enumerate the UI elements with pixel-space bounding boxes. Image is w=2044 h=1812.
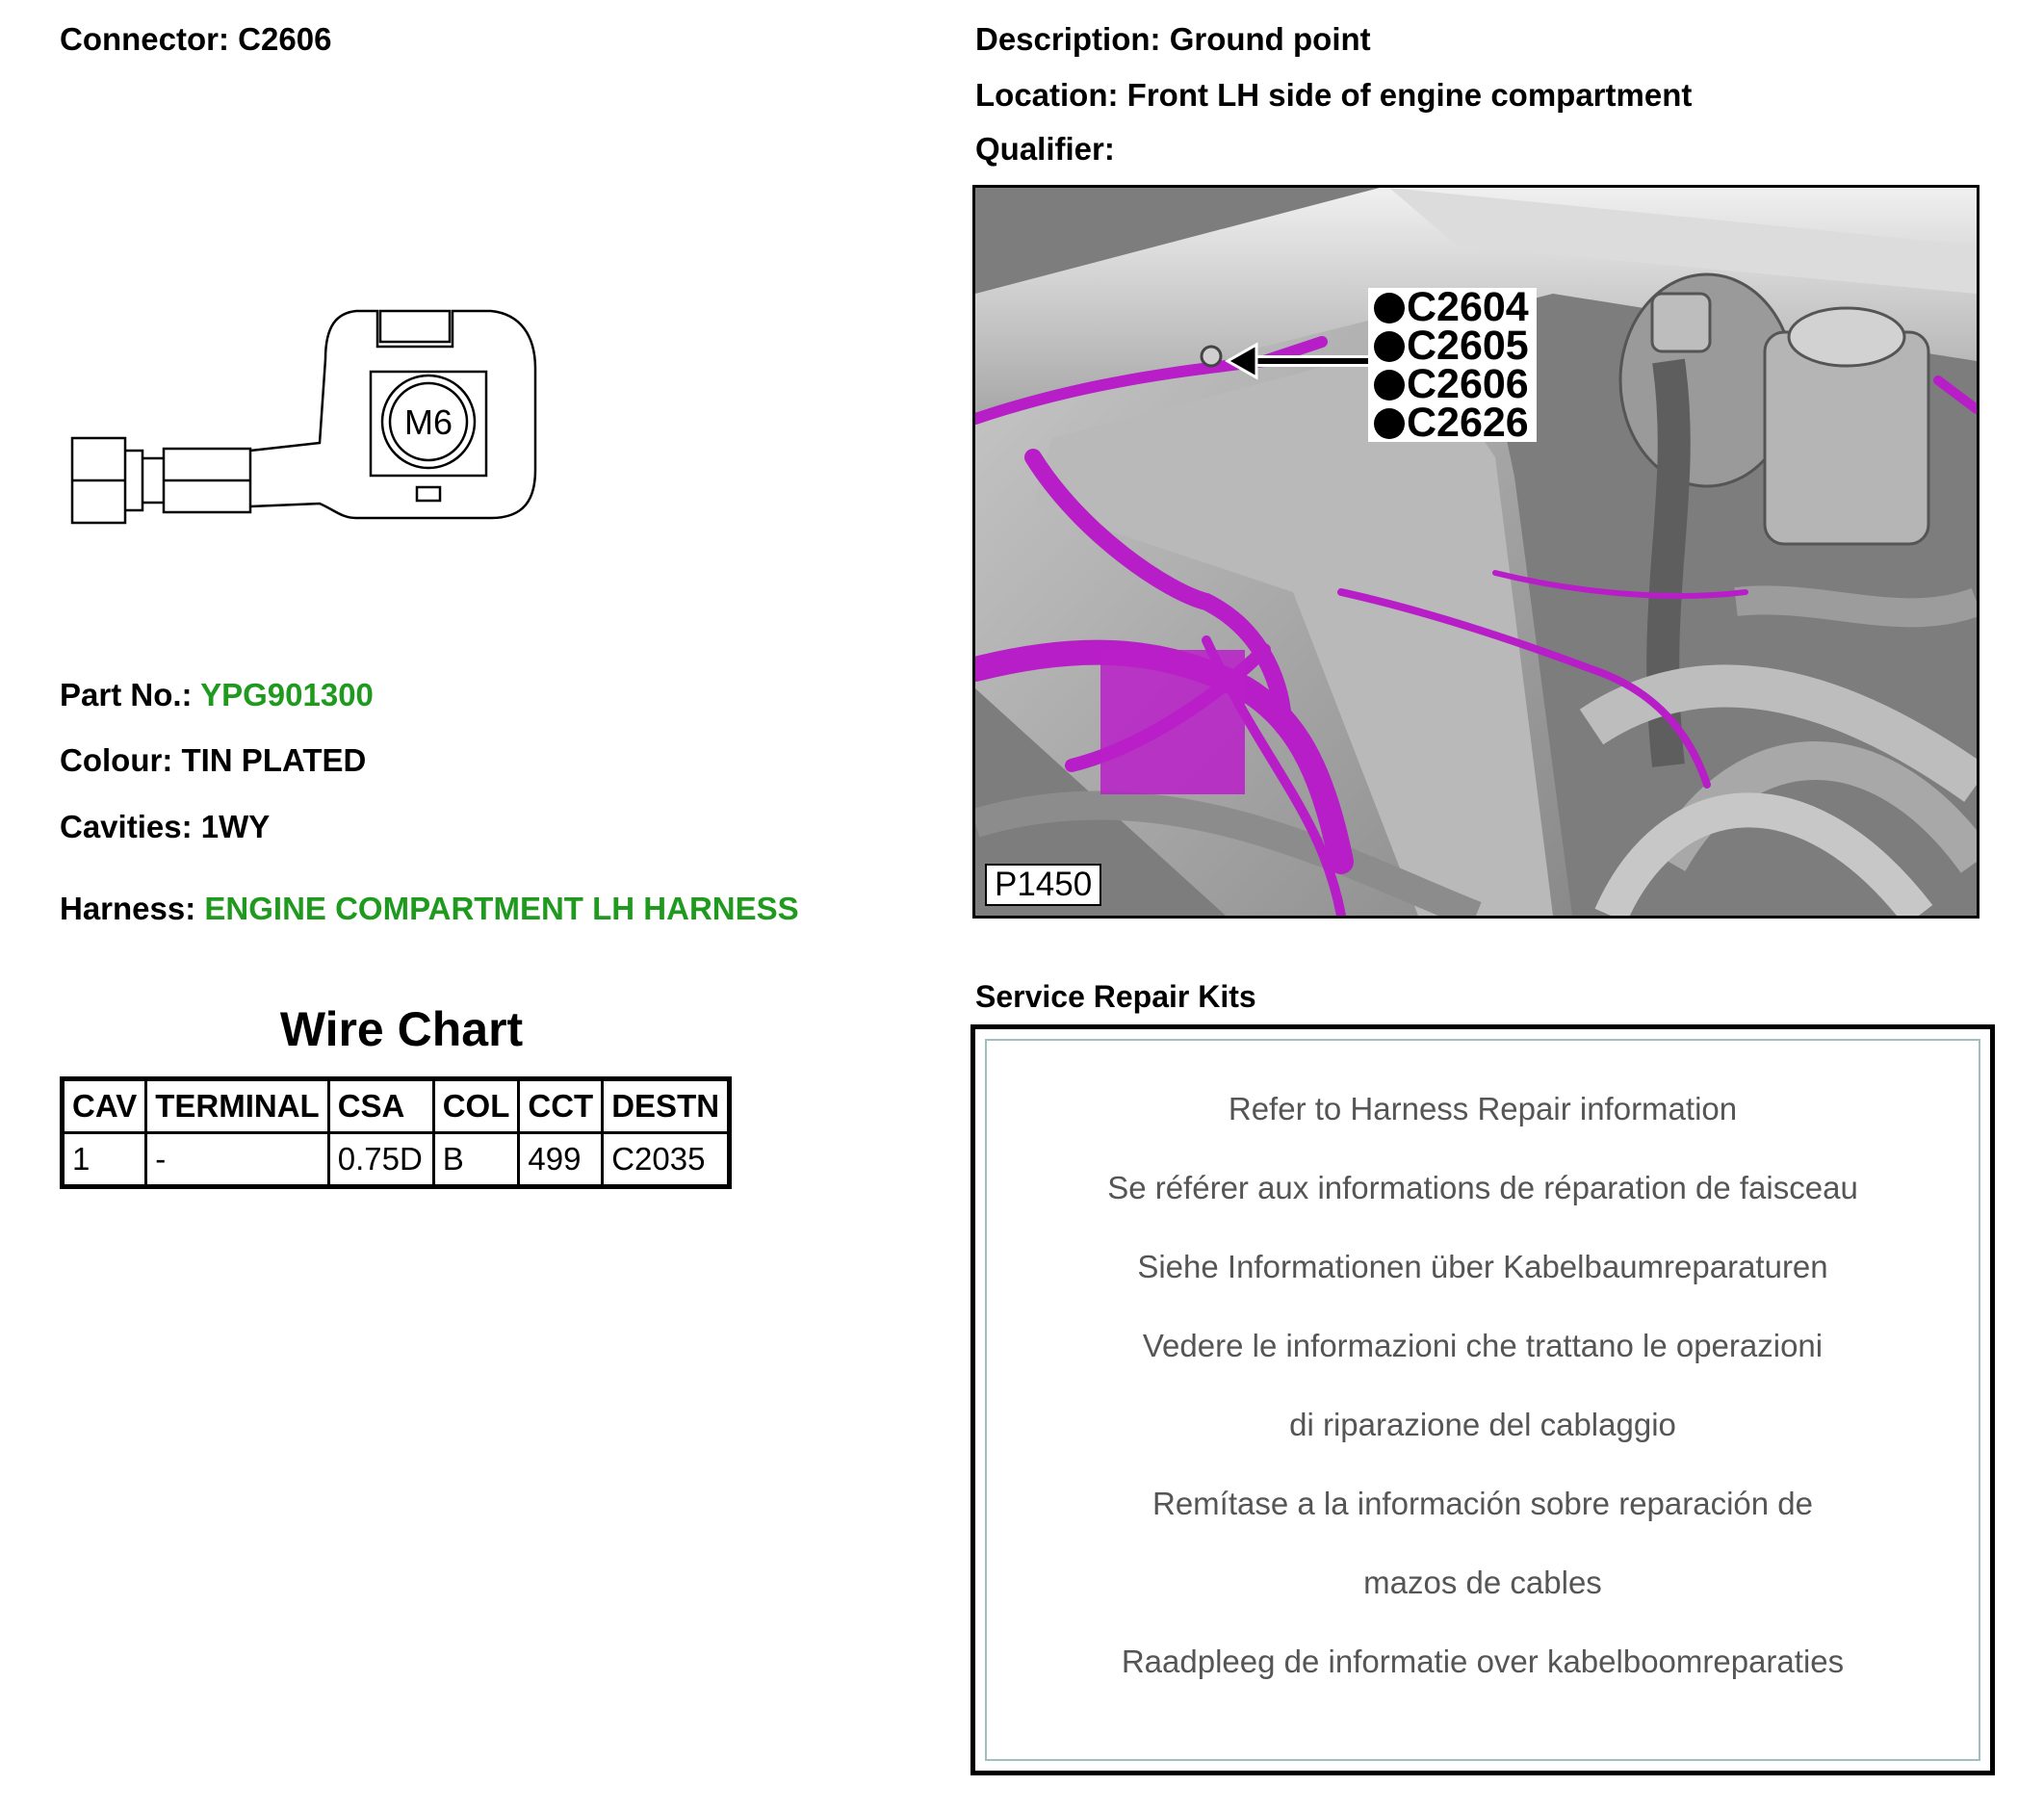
harness-label: Harness: bbox=[60, 891, 196, 926]
harness-connector-block bbox=[1100, 650, 1245, 794]
connector-callout-list bbox=[1368, 284, 1537, 446]
colour-value: TIN PLATED bbox=[181, 742, 367, 778]
connector-location-image bbox=[972, 185, 1979, 919]
stud-size-label: M6 bbox=[403, 402, 453, 442]
harness-line bbox=[60, 891, 799, 927]
bullet-dot-icon bbox=[1374, 331, 1405, 362]
header-col: COL bbox=[433, 1079, 519, 1133]
kit-line: Se référer aux informations de réparation de faisceau bbox=[1107, 1170, 1858, 1205]
service-repair-kits-box bbox=[970, 1024, 1995, 1775]
table-header-row bbox=[63, 1079, 730, 1133]
connector-value: C2606 bbox=[238, 21, 332, 57]
image-reference-label: P1450 bbox=[985, 864, 1101, 906]
header-terminal: TERMINAL bbox=[146, 1079, 328, 1133]
harness-link[interactable]: ENGINE COMPARTMENT LH HARNESS bbox=[204, 891, 799, 926]
cavities-label: Cavities: bbox=[60, 809, 193, 844]
table-row bbox=[63, 1133, 730, 1187]
kit-line: di riparazione del cablaggio bbox=[1289, 1407, 1676, 1442]
bullet-dot-icon bbox=[1374, 370, 1405, 401]
location-value: Front LH side of engine compartment bbox=[1126, 77, 1693, 113]
qualifier-line bbox=[975, 131, 1115, 168]
header-cct: CCT bbox=[519, 1079, 603, 1133]
connector-line bbox=[60, 21, 331, 58]
ground-stud-marker bbox=[1202, 347, 1221, 366]
callout-item[interactable]: C2605 bbox=[1374, 326, 1529, 365]
part-no-link[interactable]: YPG901300 bbox=[200, 677, 374, 712]
cell-destn: C2035 bbox=[603, 1133, 730, 1187]
callout-item[interactable]: C2626 bbox=[1374, 403, 1529, 442]
header-csa: CSA bbox=[328, 1079, 433, 1133]
cavities-line bbox=[60, 809, 270, 845]
cell-cct: 499 bbox=[519, 1133, 603, 1187]
kit-line: mazos de cables bbox=[1363, 1565, 1602, 1600]
service-repair-kits-frame bbox=[985, 1039, 1980, 1761]
cell-cav: 1 bbox=[63, 1133, 146, 1187]
location-label: Location: bbox=[975, 77, 1119, 113]
bullet-dot-icon bbox=[1374, 293, 1405, 324]
callout-item[interactable]: C2604 bbox=[1374, 288, 1529, 326]
wire-chart-title: Wire Chart bbox=[279, 1002, 524, 1056]
kit-line: Refer to Harness Repair information bbox=[1228, 1091, 1738, 1126]
description-value: Ground point bbox=[1169, 21, 1371, 57]
cell-terminal: - bbox=[146, 1133, 328, 1187]
colour-line bbox=[60, 742, 366, 779]
part-no-line bbox=[60, 677, 374, 713]
kit-line: Raadpleeg de informatie over kabelboomreparaties bbox=[1121, 1644, 1845, 1679]
location-line bbox=[975, 77, 1692, 114]
header-destn: DESTN bbox=[603, 1079, 730, 1133]
connector-diagram bbox=[67, 306, 549, 528]
part-no-label: Part No.: bbox=[60, 677, 193, 712]
cell-csa: 0.75D bbox=[328, 1133, 433, 1187]
description-label: Description: bbox=[975, 21, 1161, 57]
kit-line: Siehe Informationen über Kabelbaumreparaturen bbox=[1137, 1249, 1828, 1284]
bullet-dot-icon bbox=[1374, 408, 1405, 439]
header-cav: CAV bbox=[63, 1079, 146, 1133]
cell-col: B bbox=[433, 1133, 519, 1187]
kit-line: Vedere le informazioni che trattano le operazioni bbox=[1142, 1328, 1824, 1363]
service-repair-kits-title: Service Repair Kits bbox=[975, 979, 1256, 1014]
colour-label: Colour: bbox=[60, 742, 173, 778]
description-line bbox=[975, 21, 1371, 58]
cavities-value: 1WY bbox=[200, 809, 271, 844]
qualifier-label: Qualifier: bbox=[975, 131, 1115, 167]
kit-line: Remítase a la información sobre reparación de bbox=[1151, 1486, 1814, 1521]
connector-label: Connector: bbox=[60, 21, 229, 57]
callout-item[interactable]: C2606 bbox=[1374, 365, 1529, 403]
wire-chart-table bbox=[60, 1076, 732, 1189]
